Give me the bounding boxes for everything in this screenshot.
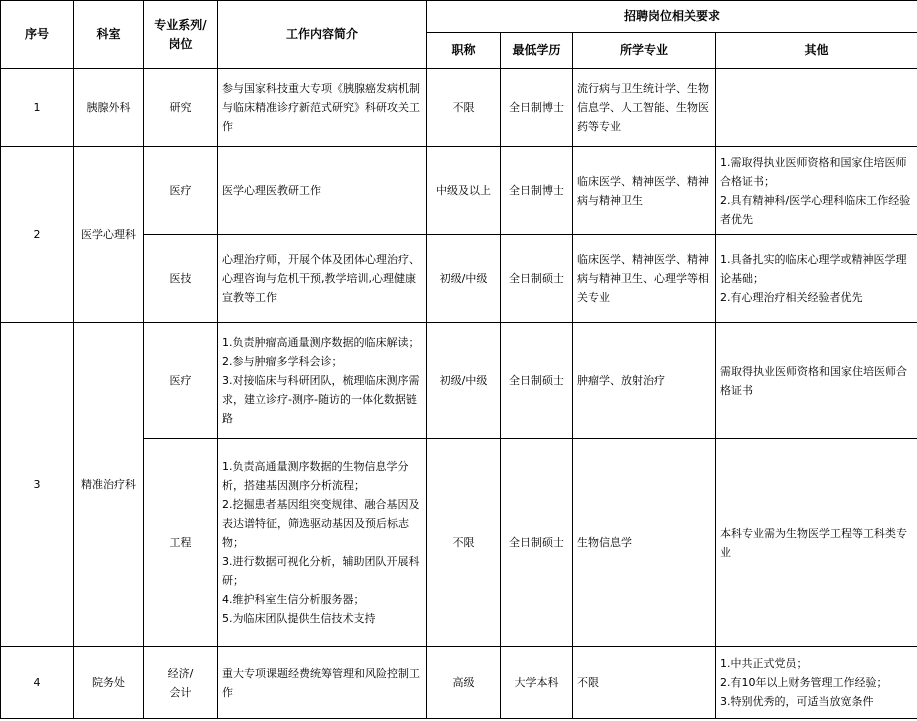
header-series: 专业系列/ 岗位	[144, 1, 218, 69]
title-cell: 初级/中级	[427, 235, 501, 323]
major-cell: 临床医学、精神医学、精神病与精神卫生	[573, 147, 716, 235]
edu-cell: 全日制博士	[501, 69, 573, 147]
work-cell: 参与国家科技重大专项《胰腺癌发病机制与临床精准诊疗新范式研究》科研攻关工作	[218, 69, 427, 147]
series-cell: 医技	[144, 235, 218, 323]
work-cell: 医学心理医教研工作	[218, 147, 427, 235]
work-cell: 心理治疗师，开展个体及团体心理治疗、心理咨询与危机干预,教学培训,心理健康宣教等工作	[218, 235, 427, 323]
seq-cell: 3	[1, 323, 74, 647]
series-cell: 研究	[144, 69, 218, 147]
major-cell: 流行病与卫生统计学、生物信息学、人工智能、生物医药等专业	[573, 69, 716, 147]
header-title: 职称	[427, 33, 501, 69]
title-cell: 初级/中级	[427, 323, 501, 439]
work-cell: 1.负责肿瘤高通量测序数据的临床解读； 2.参与肿瘤多学科会诊； 3.对接临床与科研团队，梳理临床测序需求，建立诊疗-测序-随访的一体化数据链路	[218, 323, 427, 439]
series-cell: 经济/ 会计	[144, 647, 218, 719]
other-cell: 1.需取得执业医师资格和国家住培医师合格证书； 2.具有精神科/医学心理科临床工作经验者优先	[716, 147, 917, 235]
major-cell: 生物信息学	[573, 439, 716, 647]
title-cell: 不限	[427, 439, 501, 647]
title-cell: 高级	[427, 647, 501, 719]
major-cell: 肿瘤学、放射治疗	[573, 323, 716, 439]
title-cell: 中级及以上	[427, 147, 501, 235]
edu-cell: 全日制博士	[501, 147, 573, 235]
edu-cell: 全日制硕士	[501, 323, 573, 439]
dept-cell: 胰腺外科	[74, 69, 144, 147]
seq-cell: 4	[1, 647, 74, 719]
other-cell	[716, 69, 917, 147]
edu-cell: 大学本科	[501, 647, 573, 719]
series-cell: 医疗	[144, 147, 218, 235]
header-dept: 科室	[74, 1, 144, 69]
table-row	[1, 147, 917, 235]
header-edu: 最低学历	[501, 33, 573, 69]
series-cell: 医疗	[144, 323, 218, 439]
work-cell: 重大专项课题经费统筹管理和风险控制工作	[218, 647, 427, 719]
series-cell: 工程	[144, 439, 218, 647]
table-row	[1, 323, 917, 439]
header-requirements-group: 招聘岗位相关要求	[427, 1, 917, 33]
table-row	[1, 647, 917, 719]
header-seq: 序号	[1, 1, 74, 69]
major-cell: 临床医学、精神医学、精神病与精神卫生、心理学等相关专业	[573, 235, 716, 323]
other-cell: 1.中共正式党员； 2.有10年以上财务管理工作经验； 3.特别优秀的，可适当放宽条件	[716, 647, 917, 719]
other-cell: 1.具备扎实的临床心理学或精神医学理论基础； 2.有心理治疗相关经验者优先	[716, 235, 917, 323]
work-cell: 1.负责高通量测序数据的生物信息学分析，搭建基因测序分析流程； 2.挖掘患者基因组突变规律、融合基因及表达谱特征，筛选驱动基因及预后标志物； 3.进行数据可视化分析，辅助团队开展科研； 4.维护科室生信分析服务器； 5.为临床团队提供生信技术支持	[218, 439, 427, 647]
dept-cell: 医学心理科	[74, 147, 144, 323]
seq-cell: 2	[1, 147, 74, 323]
header-major: 所学专业	[573, 33, 716, 69]
dept-cell: 精准治疗科	[74, 323, 144, 647]
dept-cell: 院务处	[74, 647, 144, 719]
header-work: 工作内容简介	[218, 1, 427, 69]
major-cell: 不限	[573, 647, 716, 719]
seq-cell: 1	[1, 69, 74, 147]
header-other: 其他	[716, 33, 917, 69]
other-cell: 本科专业需为生物医学工程等工科类专业	[716, 439, 917, 647]
edu-cell: 全日制硕士	[501, 439, 573, 647]
table-row	[1, 69, 917, 147]
edu-cell: 全日制硕士	[501, 235, 573, 323]
title-cell: 不限	[427, 69, 501, 147]
other-cell: 需取得执业医师资格和国家住培医师合格证书	[716, 323, 917, 439]
